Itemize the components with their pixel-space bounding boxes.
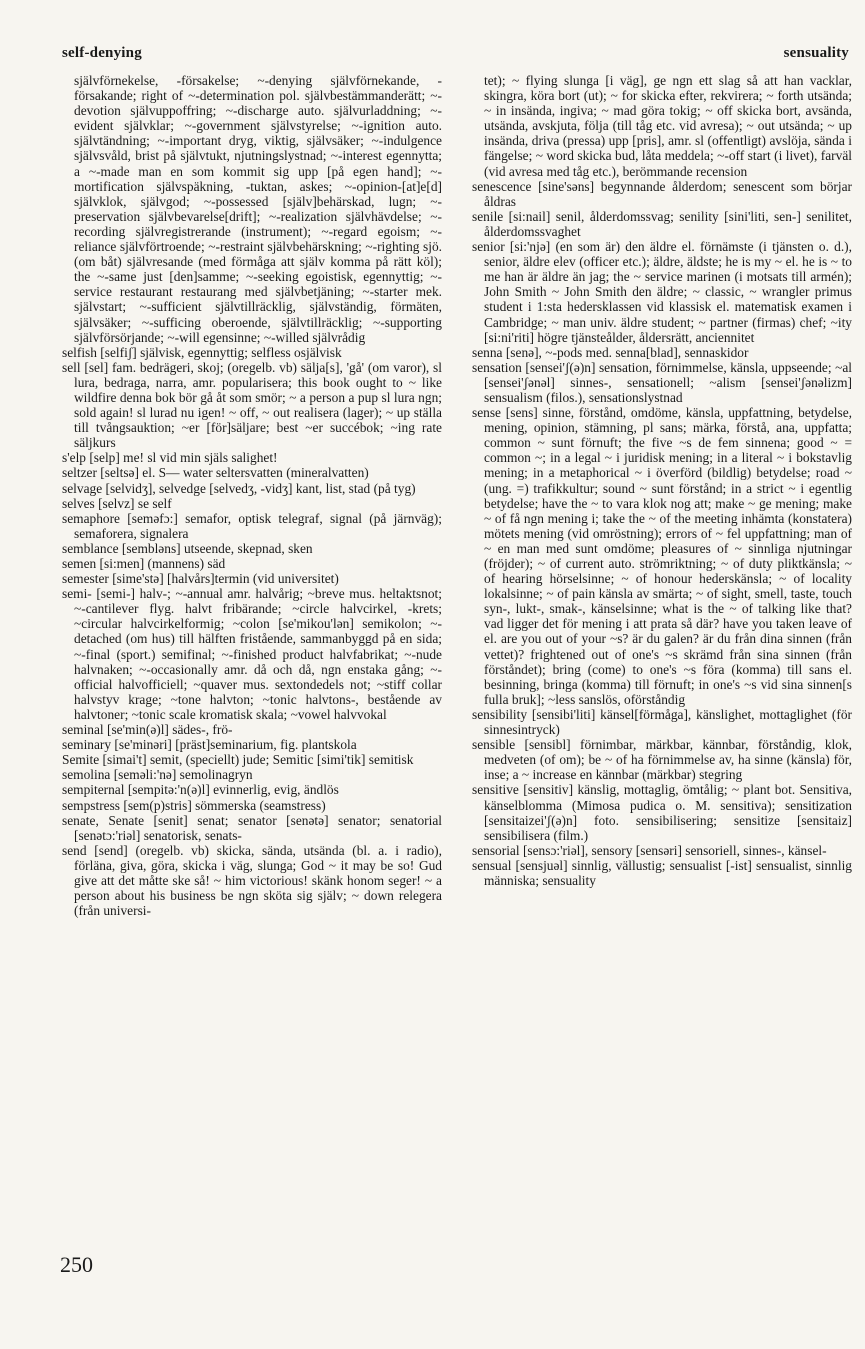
dictionary-entry: senna [senə], ~-pods med. senna[blad], sennaskidor [472, 344, 749, 360]
dictionary-entry: tet); ~ flying slunga [i väg], ge ngn ett slag så att han vacklar, skingra, köra bort (ut); ~ for skicka efter, rekvirera; ~ forth utsända; ~ in insända, ingiva; ~ mad göra tokig; ~ off skicka bort, avsända, utsända, avskjuta, följa (till tåg etc. vid avresa); ~ out utsända; ~ up insända, driva (pressa) upp [pris], amr. sl (offentligt) avslöja, sända i fängelse; ~ word skicka bud, låta meddela; ~-off start (i livet), farväl (vid avresa med tåg etc.), berömmande recension [484, 73, 852, 179]
dictionary-entry: selfish [selfiʃ] självisk, egennyttig; selfless osjälvisk [62, 344, 342, 360]
dictionary-entry: senior [si:'njə] (en som är) den äldre el. förnämste (i tjänsten o. d.), senior, äldre elev (officer etc.); äldre, äldste; he is my ~ el. he is ~ to me han är äldre än jag; the ~ service marinen (i motsats till armén); John Smith ~ John Smith den äldre; ~ classic, ~ wrangler primus student i 1:sta hedersklassen vid klassisk el. matematisk examen i Cambridge; ~ man univ. äldre student; ~ partner (firmas) chef; ~ity [si:ni'riti] högre tjänsteålder, åldersrätt, anciennitet [472, 239, 852, 345]
dictionary-entry: senile [si:nail] senil, ålderdomssvag; senility [sini'liti, sen-] senilitet, ålderdomssvaghet [472, 208, 852, 239]
dictionary-entry: semaphore [seməfɔ:] semafor, optisk telegraf, signal (på järnväg); semaforera, signalera [62, 510, 442, 541]
guide-word-right: sensuality [783, 45, 849, 61]
dictionary-entry: senate, Senate [senit] senat; senator [senətə] senator; senatorial [senətɔ:'riəl] senatorisk, senats- [62, 812, 442, 843]
dictionary-entry: selves [selvz] se self [62, 495, 172, 511]
dictionary-entry: send [send] (oregelb. vb) skicka, sända, utsända (bl. a. i radio), förläna, giva, göra, skicka i väg, slunga; God ~ it may be so! Gud give att det måtte ske så! ~ him victorious! skänk honom seger! ~ a person about his business be ngn sköta sig själv; ~ down relegera (från universi- [62, 842, 442, 919]
dictionary-entry: självförnekelse, -försakelse; ~-denying självförnekande, -försakande; right of ~-determination pol. självbestämmanderätt; ~-devotion självuppoffring; ~-discharge auto. självurladdning; ~-evident självklar; ~-government självstyrelse; ~-ignition auto. självtändning; ~-important dryg, viktig, självsäker; ~-indulgence självsvåld, brist på självtukt, njutningslystnad; ~-interest egennytta; a ~-made man en som kommit sig upp [på egen hand]; ~-mortification självspäkning, -tuktan, askes; ~-opinion-[at]e[d] självklok, självgod; ~-possessed [själv]behärskad, lugn; ~-preservation självbevarelse[drift]; ~-realization självhävdelse; ~-recording självregistrerande (instrument); ~-regard egoism; ~-reliance självförtroende; ~-restraint självbehärskning; ~-righting sjö. (om båt) självresande (med förmåga att själv komma på rätt köl); the ~-same just [den]samme; ~-seeking egoistisk, egennyttig; ~-service restaurant restaurang med självbetjäning; ~-starter mek. självstart; ~-sufficient självtillräcklig, självständig, förmäten, självsäker; ~-sufficing oberoende, självtillräcklig; ~-supporting självförsörjande; ~-will egensinne; ~-willed självrådig [74, 73, 442, 345]
dictionary-entry: selvage [selvidʒ], selvedge [selvedʒ, -vidʒ] kant, list, stad (på tyg) [62, 480, 416, 496]
dictionary-entry: sempstress [sem(p)stris] sömmerska (seamstress) [62, 797, 326, 813]
dictionary-entry: senescence [sine'səns] begynnande ålderdom; senescent som börjar åldras [472, 178, 852, 209]
dictionary-entry: sell [sel] fam. bedrägeri, skoj; (oregelb. vb) sälja[s], 'gå' (om varor), sl lura, bedraga, narra, amr. popularisera; this book ought to ~ like wildfire denna bok bör gå åt som smör; ~ a person a pup sl lura ngn; sold again! sl lurad nu igen! ~ off, ~ out realisera (lager); ~ up ställa till tvångsauktion; ~er [för]säljare; best ~er succébok; ~ing rate säljkurs [62, 359, 442, 451]
dictionary-entry: semen [si:men] (mannens) säd [62, 556, 226, 571]
guide-word-left: self-denying [62, 45, 142, 61]
dictionary-entry: sensible [sensibl] förnimbar, märkbar, kännbar, förståndig, klok, medveten (of om); be ~ of ha förnimmelse av, ha sinne (känsla) för, inse; a ~ increase en kännbar (märkbar) stegring [472, 737, 852, 783]
dictionary-entry: sense [sens] sinne, förstånd, omdöme, känsla, uppfattning, betydelse, mening, opinion, stämning, pl sans; märka, förstå, ana, uppfatta; common ~ sunt förnuft; the five ~s de fem sinnena; good ~ = common ~; in a legal ~ i juridisk mening; in a literal ~ i bokstavlig mening; in a metaphorical ~ i överförd (bildlig) betydelse; road ~ (ung. =) trafikkultur; sound ~ sunt förstånd; in a strict ~ i egentlig betydelse; have the ~ to vara klok nog att; make ~ ge mening; make ~ of få ngn mening i; take the ~ of the meeting inhämta (konstatera) mötets mening (vid omröstning); errors of ~ fel uppfattning; man of ~ en man med sunt omdöme; pleasures of ~ sinnliga njutningar (fröjder); ~ of current auto. strömriktning; ~ of duty pliktkänsla; ~ of hearing hörselsinne; ~ of honour hederskänsla; ~ of locality lokalsinne; ~ of pain känsla av smärta; ~ of sight, smell, taste, touch syn-, lukt-, smak-, känselsinne; what is the ~ of talking like that? vad ligger det för mening i att prata så där? have you taken leave of el. are you out of your ~s? är du galen? är du från dina sinnen (från vettet)? frightened out of one's ~s skrämd från sina sinnen (från förståndet); bring (come) to one's ~s föra (komma) till sans el. besinning, bringa (komma) till förnuft; in one's ~s vid sina sinnen[s fulla bruk]; ~less sanslös, oförståndig [472, 405, 852, 707]
dictionary-entry: s'elp [selp] me! sl vid min själs salighet! [62, 450, 278, 466]
dictionary-entry: sensitive [sensitiv] känslig, mottaglig, ömtålig; ~ plant bot. Sensitiva, känselblomma (Mimosa pudica o. M. sensitiva); sensitization [sensitaizei'ʃ(ə)n] foto. sensibilisering; sensitize [sensitaiz] sensibilisera (film.) [472, 782, 852, 843]
dictionary-entry: Semite [simai't] semit, (speciellt) jude; Semitic [simi'tik] semitisk [62, 752, 414, 768]
dictionary-entry: seminary [se'minəri] [präst]seminarium, fig. plantskola [62, 737, 357, 753]
dictionary-entry: sempiternal [sempitə:'n(ə)l] evinnerlig, evig, ändlös [62, 782, 339, 798]
dictionary-entry: semblance [sembləns] utseende, skepnad, sken [62, 540, 313, 556]
dictionary-entry: sensual [sensjuəl] sinnlig, vällustig; sensualist [-ist] sensualist, sinnlig människa; sensuality [472, 857, 852, 888]
right-column [472, 73, 852, 888]
left-column [62, 73, 442, 918]
dictionary-entry: sensorial [sensɔ:'riəl], sensory [sensəri] sensoriell, sinnes-, känsel- [472, 842, 827, 858]
dictionary-entry: sensibility [sensibi'liti] känsel[förmåga], känslighet, mottaglighet (för sinnesintryck) [472, 706, 852, 738]
dictionary-entry: sensation [sensei'ʃ(ə)n] sensation, förnimmelse, känsla, uppseende; ~al [sensei'ʃənəl] sinnes-, sensationell; ~alism [sensei'ʃənəlizm] sensualism (filos.), sensationslystnad [472, 359, 852, 405]
dictionary-entry: semester [sime'stə] [halvårs]termin (vid universitet) [62, 571, 339, 587]
dictionary-entry: seminal [se'min(ə)l] sädes-, frö- [62, 722, 233, 738]
page-number: 250 [60, 1252, 93, 1277]
dictionary-entry: semi- [semi-] halv-; ~-annual amr. halvårig; ~breve mus. heltaktsnot; ~-cantilever flyg. halvt fribärande; ~circle halvcirkel, -krets; ~circular halvcirkelformig; ~colon [se'mikou'lən] semikolon; ~-detached (om hus) till hälften fristående, sammanbyggd på en sida; ~-final (sport.) semifinal; ~-finished product halvfabrikat; ~-nude halvnaken; ~-occasionally amr. då och då, ngn enstaka gång; ~-official halvofficiell; ~quaver mus. sextondedels not; ~stiff collar halvstyv krage; ~tone halvton; ~tonic halvtons-, bestående av halvtoner; ~tonic scale kromatisk skala; ~vowel halvvokal [62, 586, 442, 722]
dictionary-entry: semolina [seməli:'nə] semolinagryn [62, 767, 253, 783]
dictionary-entry: seltzer [seltsə] el. S— water seltersvatten (mineralvatten) [62, 465, 369, 481]
